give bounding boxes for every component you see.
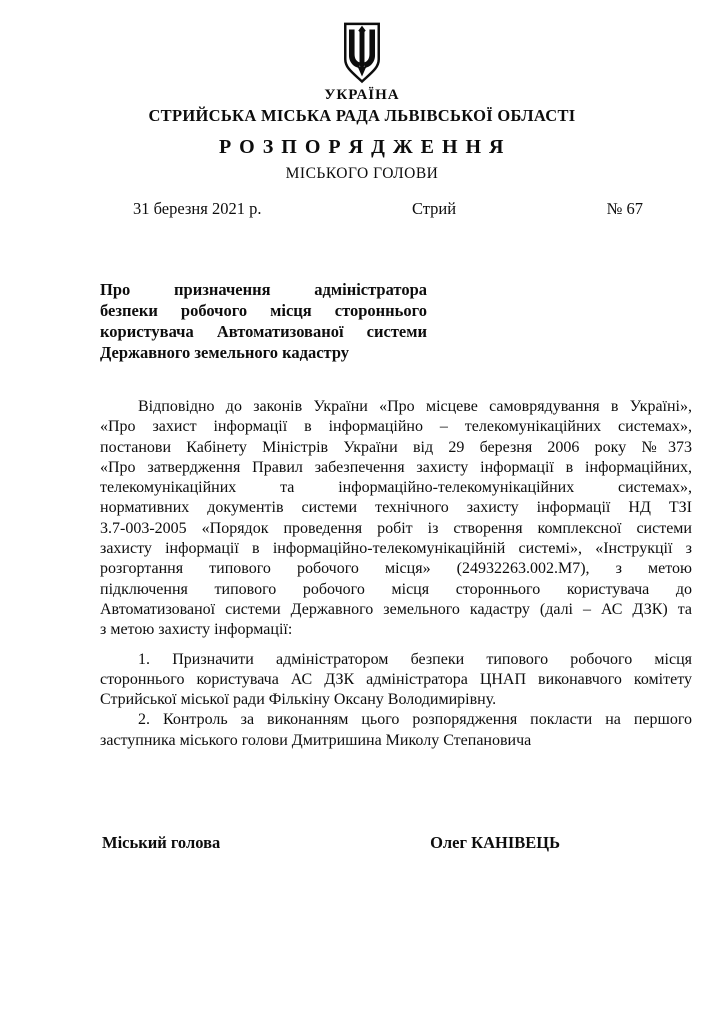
item-line: стороннього користувача АС ДЗК адміністратора ЦНАП виконавчого комітету [100, 670, 692, 688]
preamble-line: розгортання типового робочого місця» (24932263.002.М7), з метою [100, 560, 692, 578]
item-line: 1. Призначити адміністратором безпеки типового робочого місця [138, 650, 692, 668]
item-line: Стрийської міської ради Фількіну Оксану Володимирівну. [100, 691, 497, 709]
subject-block [100, 279, 427, 363]
signature-block [0, 833, 724, 853]
order-items [100, 650, 692, 751]
preamble-line: телекомунікаційних та інформаційно-телекомунікаційних системах», [100, 479, 692, 497]
subject-line: Державного земельного кадастру [100, 343, 350, 362]
preamble-block [100, 397, 692, 641]
document-place: Стрий [411, 199, 457, 218]
order-item-1 [100, 650, 692, 711]
signatory-position: Міський голова [102, 833, 221, 853]
document-meta-row [0, 199, 724, 219]
preamble-line: Відповідно до законів України «Про місцеве самоврядування в Україні», [138, 398, 692, 415]
document-number: № 67 [606, 199, 643, 218]
ukraine-coat-of-arms-icon [340, 22, 384, 84]
subject-line: користувача Автоматизованої системи [100, 322, 427, 341]
item-line: заступника міського голови Дмитришина Миколу Степановича [100, 731, 532, 749]
preamble-line: «Про затвердження Правил забезпечення захисту інформації в інформаційних, [100, 458, 692, 476]
council-name: СТРИЙСЬКА МІСЬКА РАДА ЛЬВІВСЬКОЇ ОБЛАСТІ [148, 106, 576, 125]
preamble-line: підключення типового робочого місця стороннього користувача до [100, 580, 692, 598]
preamble-line: захисту інформації в інформаційно-телекомунікаційній системі», «Інструкції з [100, 540, 692, 558]
document-issuer: МІСЬКОГО ГОЛОВИ [285, 165, 439, 182]
preamble-line: 3.7-003-2005 «Порядок проведення робіт із створення комплексної системи [100, 519, 692, 537]
item-line: 2. Контроль за виконанням цього розпорядження покласти на першого [138, 711, 692, 729]
document-type-title: Р О З П О Р Я Д Ж Е Н Н Я [218, 136, 506, 158]
subject-line: Про призначення адміністратора [100, 280, 427, 299]
preamble-line: «Про захист інформації в інформаційно – телекомунікаційних системах», [100, 418, 692, 436]
preamble-line: нормативних документів системи технічного захисту інформації НД ТЗІ [100, 499, 692, 517]
country-name: УКРАЇНА [324, 87, 400, 103]
preamble-line: з метою захисту інформації: [100, 621, 293, 639]
preamble-line: Автоматизованої системи Державного земельного кадастру (далі – АС ДЗК) та [100, 600, 692, 618]
order-item-2 [100, 710, 692, 751]
subject-line: безпеки робочого місця стороннього [100, 301, 427, 320]
document-date: 31 березня 2021 р. [133, 199, 262, 218]
preamble-line: постанови Кабінету Міністрів України від 29 березня 2006 року №373 [100, 438, 692, 456]
letterhead [0, 0, 724, 219]
signatory-name: Олег КАНІВЕЦЬ [430, 833, 560, 853]
